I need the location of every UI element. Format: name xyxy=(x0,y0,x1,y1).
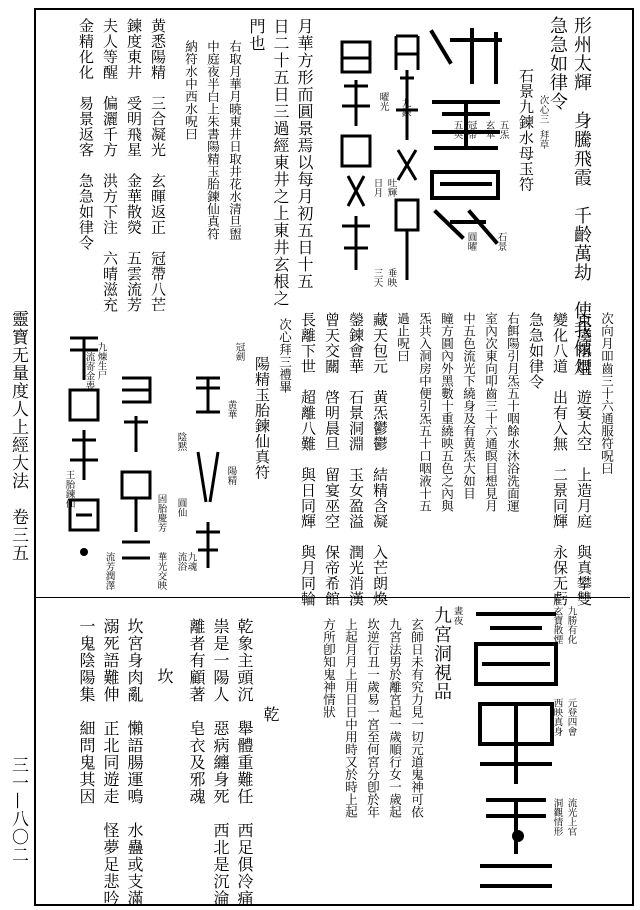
annotation: 拜草 xyxy=(537,130,549,149)
talisman-title: 石景九鍊水母玉符 xyxy=(517,68,535,192)
annotation: 吐輝 xyxy=(385,178,397,197)
annotation: 三天 xyxy=(371,268,383,287)
text-column: 藏天包元 黄炁鬱鬱 結精含凝 入芒朗煥 xyxy=(371,312,389,607)
annotation: 流芳潤澤 xyxy=(103,552,115,590)
text-column: 一鬼陰陽集 細問鬼其因 xyxy=(77,618,96,805)
annotation: 陽精 xyxy=(225,466,237,485)
text-column: 夫人等醒 偏灑千方 洪方下注 六晴滋充 xyxy=(101,18,119,313)
talisman-seal-glyph xyxy=(422,22,508,262)
talisman-stroke-glyph xyxy=(392,30,422,290)
annotation: 晝夜 xyxy=(451,606,463,625)
text-column: 黄悉陽精 三合凝光 玄暉返正 冠帶八芒 xyxy=(149,18,167,313)
text-column: 月華方形而圓景焉以每月初五日十五 xyxy=(295,18,314,290)
annotation: 九勝有化 xyxy=(565,606,577,644)
text-column: 離者有顧著 皂衣及邪魂 xyxy=(187,618,206,805)
text-column: 中五色流光下繞身及有黄炁大如目 xyxy=(461,312,477,500)
text-column: 過止呪曰 xyxy=(395,312,411,362)
text-column: 鎣鍊會華 石景洞淵 玉女盈溢 潤光消漢 xyxy=(347,312,365,607)
text-column: 金精化化 易景返客 急急如律令 xyxy=(77,18,95,251)
annotation: 玄寶散煙 xyxy=(551,606,563,644)
text-column: 祟是一陽人 惡病纏身死 西北是沉淪 xyxy=(211,618,230,907)
annotation: 九煉生尸 xyxy=(95,342,107,380)
annotation: 固胎慶芳 xyxy=(155,494,167,532)
annotation: 冠劍 xyxy=(233,342,245,361)
talisman-seal-glyph xyxy=(470,604,562,896)
annotation: 流浴 xyxy=(175,552,187,571)
text-column: 中庭夜半白上朱書陽精玉胎鍊仙真符 xyxy=(205,40,221,240)
text-column: 次心拜三禮畢 xyxy=(277,318,293,393)
annotation: 流寄金喪 xyxy=(83,352,95,390)
text-column: 門也 xyxy=(247,18,266,52)
annotation: 西映真身 xyxy=(551,698,563,736)
annotation: 垂映 xyxy=(385,268,397,287)
trigram-heading: 坎 xyxy=(155,668,174,685)
talisman-seal-glyph xyxy=(116,372,156,572)
text-column: 納符水中西水呪曰 xyxy=(183,40,199,140)
text-column: 鍊度東井 受明飛星 金華散熒 五雲流芳 xyxy=(125,18,143,313)
text-column: 變化八道 出有入無 二景同輝 永保无虧 xyxy=(551,312,569,607)
section-heading: 九宮洞視品 xyxy=(431,606,452,701)
text-column: 坎宮身肉亂 懶語腸運鳴 水蠱或支滿 xyxy=(125,618,144,907)
annotation: 石景 xyxy=(495,232,507,251)
text-column: 形州太輝 身騰飛霞 千齡萬劫 使我傾俎 xyxy=(571,16,592,377)
talisman-seal-glyph xyxy=(190,372,226,572)
text-column: 溺死語難伸 正北同遊走 怪夢足悲吟 xyxy=(101,618,120,907)
text-column: 炁共入洞房中便引炁五十口咽液十五 xyxy=(417,312,433,512)
annotation: 日月 xyxy=(371,178,383,197)
annotation: 陰黙 xyxy=(175,432,187,451)
annotation: 玄華 xyxy=(483,120,495,139)
text-column: 上起月月上用日日中用時又於時上起 xyxy=(343,618,359,818)
text-column: 右取月華月暁東井日取井花水清旦盥 xyxy=(227,40,243,240)
text-column: 長離下世 超離八難 與日同輝 與月同輪 xyxy=(299,312,317,607)
trigram-heading: 乾 xyxy=(261,706,280,723)
text-column: 九宮法男於離宮起一歲順行女一歲起 xyxy=(387,618,403,818)
text-column: 急急如律令 xyxy=(527,312,545,390)
text-column: 方所卽知鬼神情狀 xyxy=(321,618,337,718)
annotation-label: 九鍊 xyxy=(399,98,411,117)
text-column: 右餌陽引月炁五十咽餘水沐浴洗面運 xyxy=(505,312,521,512)
talisman-title: 陽精玉胎鍊仙真符 xyxy=(253,356,271,480)
annotation: 冠帶 xyxy=(465,120,477,139)
annotation: 洞觀情形 xyxy=(551,798,563,836)
annotation: 流光上官 xyxy=(565,798,577,836)
text-column: 室內次東向叩齒三十六通瞑目想見月 xyxy=(483,312,499,512)
text-column: 乾象主頭沉 舉體重難任 西足俱冷痛 xyxy=(235,618,254,907)
annotation: 五英 xyxy=(451,120,463,139)
text-column: 坎逆行丑一歲易一宮至何宮分卽於年 xyxy=(365,618,381,818)
annotation: 元登四會 xyxy=(565,698,577,736)
talisman-seal-glyph xyxy=(336,36,376,276)
annotation: 次心三 xyxy=(537,95,549,124)
annotation: 九魂 xyxy=(185,552,197,571)
annotation: 五炁 xyxy=(497,120,509,139)
text-column: 東虞落煙 遊宴太空 上造月庭 與真攀雙 xyxy=(575,312,593,607)
annotation: 曜光 xyxy=(377,92,389,111)
text-column: 次向月吅齒三十六通服符呪曰 xyxy=(599,312,615,475)
annotation: 王胎鍊仙 xyxy=(63,470,75,508)
page-number: 三一—八〇二 xyxy=(8,756,28,864)
annotation: 黄華 xyxy=(225,400,237,419)
text-column: 玄師日未有究力見一切元道鬼神可依 xyxy=(409,618,425,818)
text-column: 日二十五日三過經東井之上東井玄根之 xyxy=(271,18,290,307)
annotation: 圓仙 xyxy=(175,498,187,517)
annotation: 華光交映 xyxy=(155,552,167,590)
text-column: 瞳方圓內外黑數十重繞映五色之內與 xyxy=(439,312,455,512)
annotation: 圓曜 xyxy=(465,232,477,251)
book-title: 靈寶无量度人上經大法 卷三五 xyxy=(8,310,28,562)
text-column: 曾天交關 啓明晨旦 留宴巫空 保帝希館 xyxy=(323,312,341,607)
text-column: 急急如律令 xyxy=(547,16,568,111)
